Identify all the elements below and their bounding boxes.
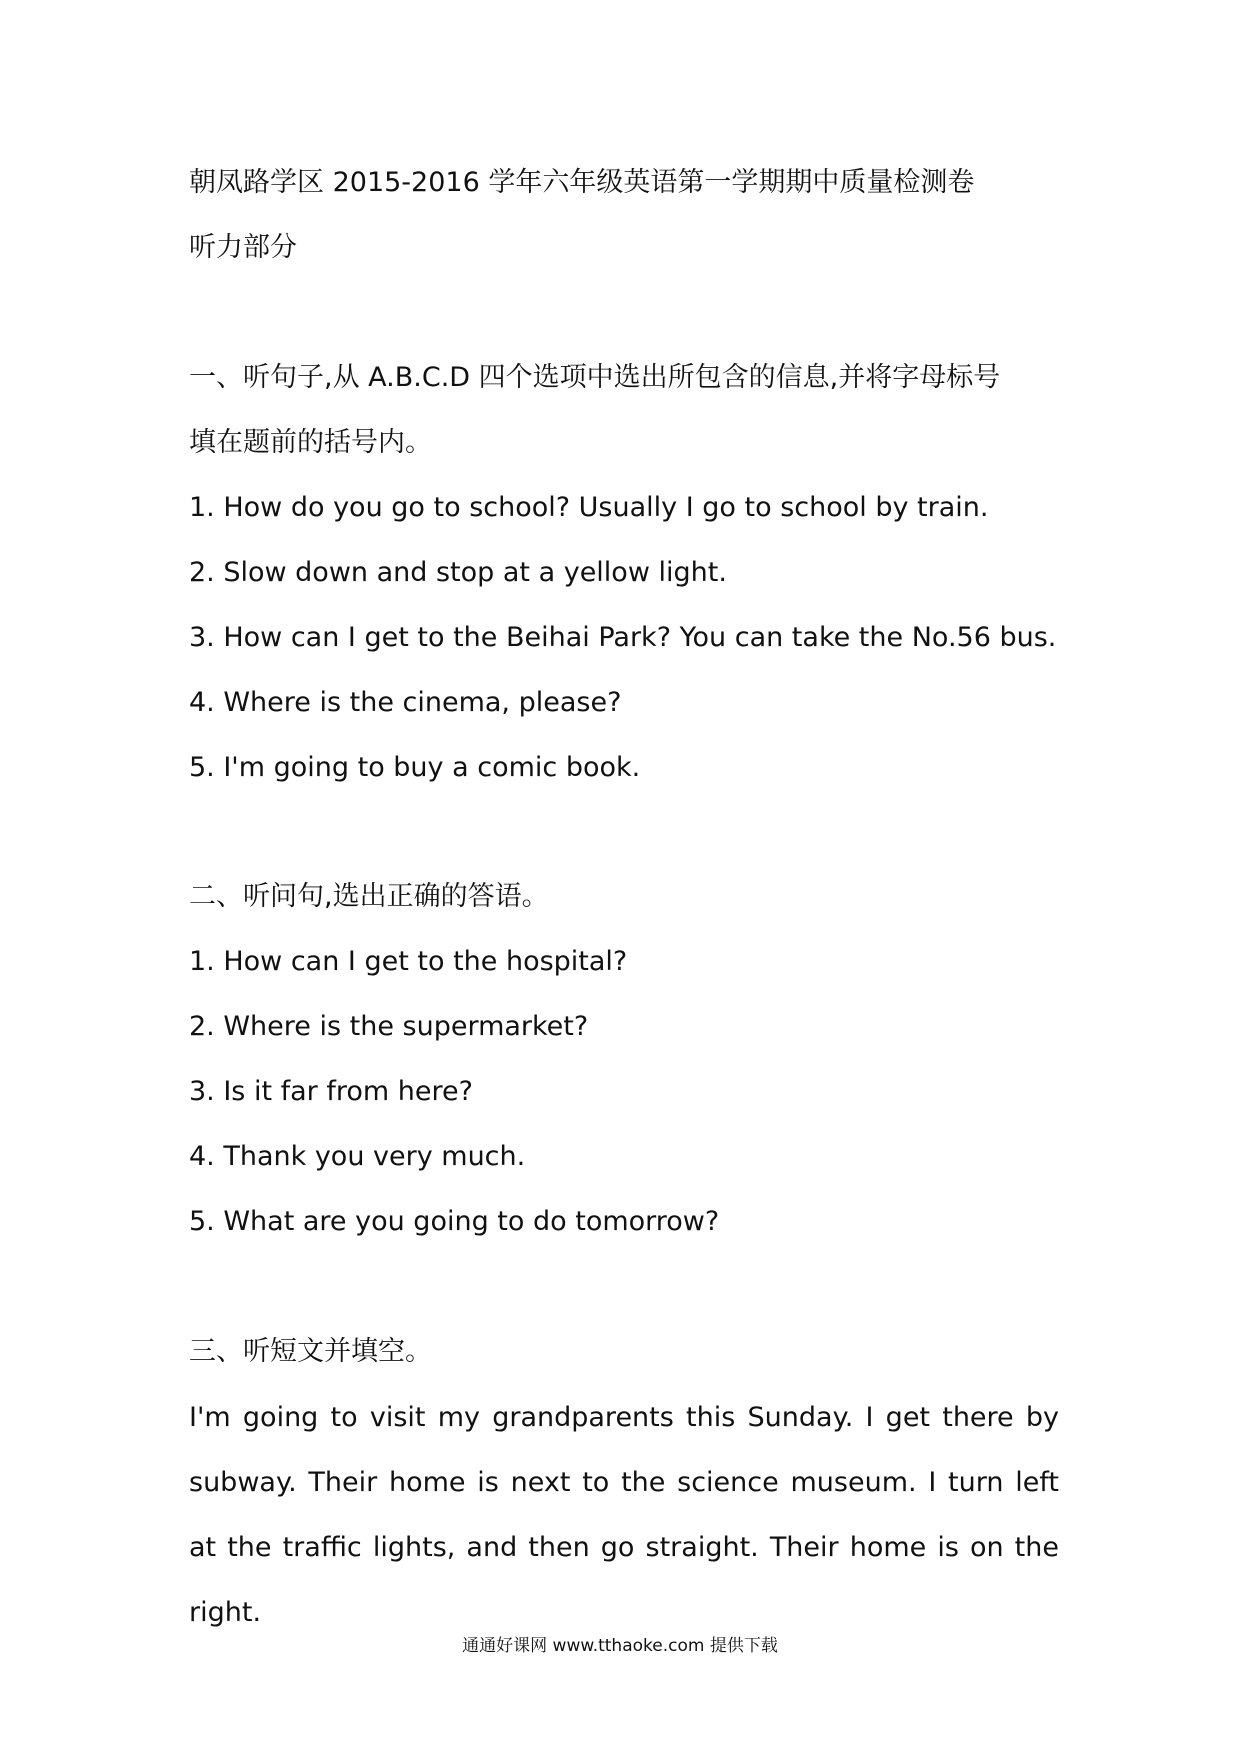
footer-text: 通通好课网 www.tthaoke.com 提供下载 [462,1636,778,1656]
section1-heading-line2: 填在题前的括号内。 [189,427,432,458]
section3-passage: I'm going to visit my grandparents this Sunday. I get there by subway. Their home is next to the science museum. I turn left at the traffic lights, and then go straight. Their home is on the right. [189,1402,1059,1628]
section1-item: 3. How can I get to the Beihai Park? You can take the No.56 bus. [189,622,1057,653]
section2-heading: 二、听问句,选出正确的答语。 [189,881,549,912]
section1-item: 2. Slow down and stop at a yellow light. [189,557,727,588]
section2-item: 5. What are you going to do tomorrow? [189,1206,720,1237]
section2-item: 3. Is it far from here? [189,1076,473,1107]
section2-item: 2. Where is the supermarket? [189,1011,589,1042]
section1-item: 4. Where is the cinema, please? [189,687,622,718]
section2-item: 4. Thank you very much. [189,1141,526,1172]
document-subtitle: 听力部分 [189,232,297,263]
section3-heading: 三、听短文并填空。 [189,1336,432,1367]
section1-item: 1. How do you go to school? Usually I go to school by train. [189,492,989,523]
section2-item: 1. How can I get to the hospital? [189,946,628,977]
section1-item: 5. I'm going to buy a comic book. [189,752,641,783]
document-title: 朝凤路学区 2015-2016 学年六年级英语第一学期期中质量检测卷 [189,167,975,198]
section1-heading-line1: 一、听句子,从 A.B.C.D 四个选项中选出所包含的信息,并将字母标号 [189,362,1001,393]
